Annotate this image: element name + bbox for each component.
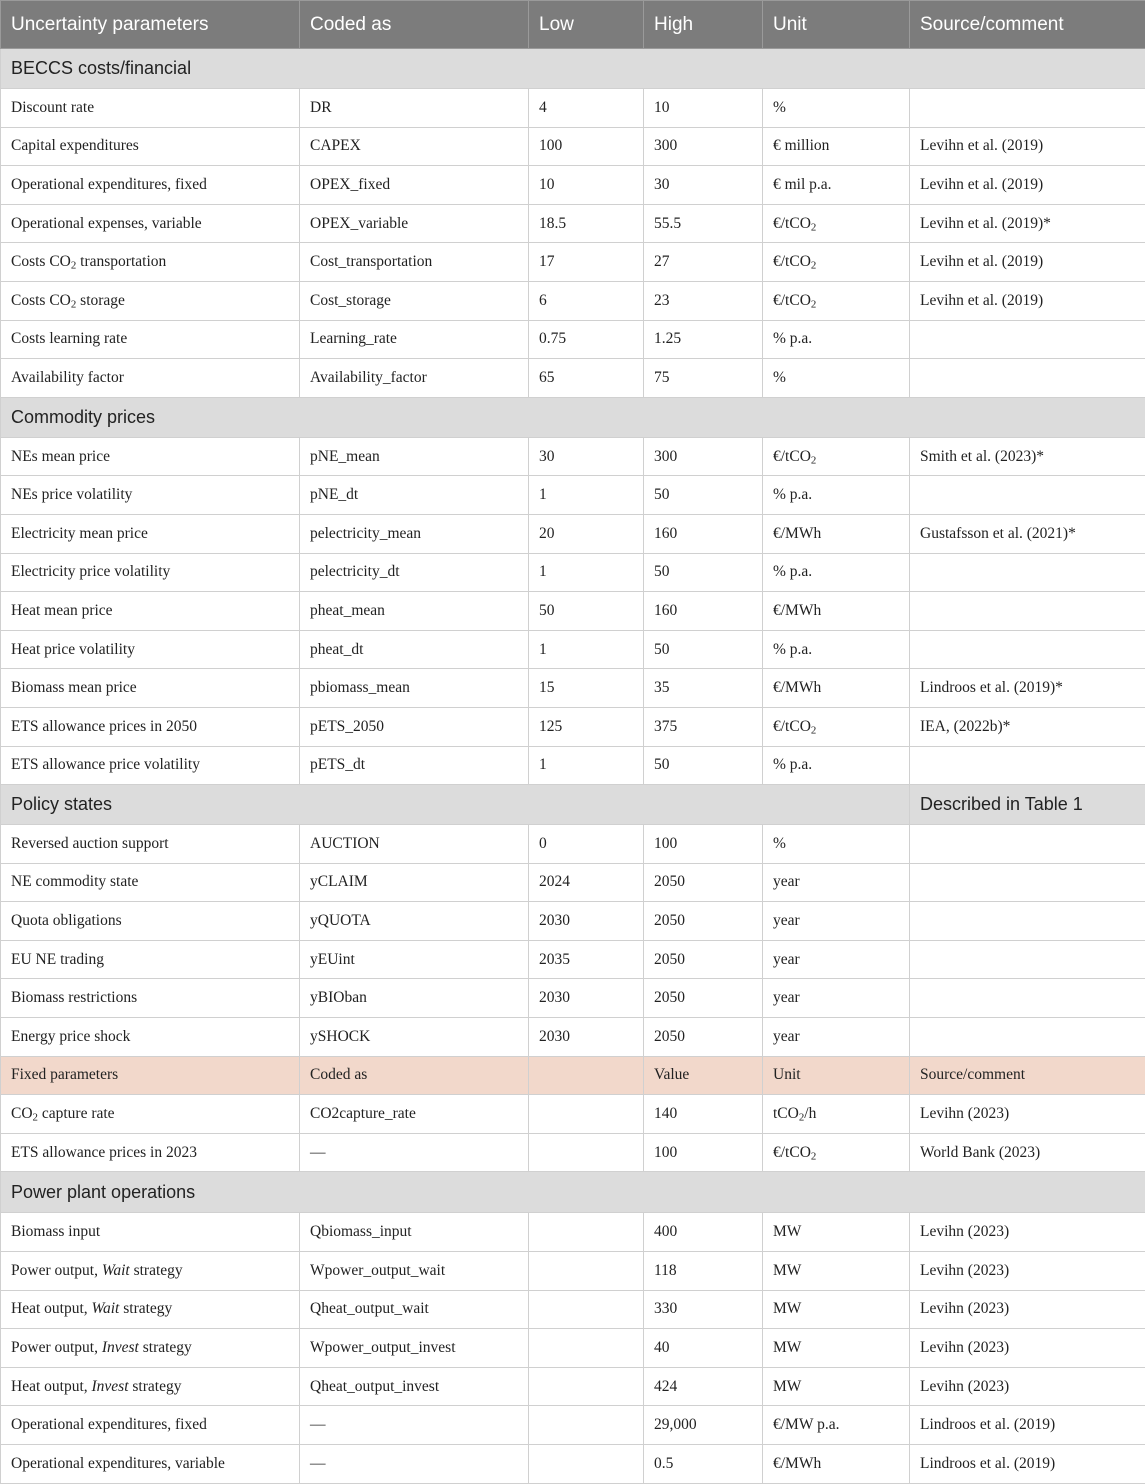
- low-cell: [529, 1133, 644, 1172]
- section-row-commodity: [1, 397, 1145, 437]
- low-cell: [529, 1367, 644, 1406]
- unit-cell: €/MW p.a.: [763, 1406, 910, 1445]
- parameter-cell: ETS allowance prices in 2023: [1, 1133, 300, 1172]
- code-cell: ySHOCK: [300, 1018, 529, 1057]
- code-cell: pelectricity_dt: [300, 553, 529, 592]
- table-row: [1, 1445, 1145, 1484]
- low-cell: 4: [529, 89, 644, 128]
- parameter-cell: Electricity price volatility: [1, 553, 300, 592]
- table-row: [1, 553, 1145, 592]
- low-cell: 2035: [529, 940, 644, 979]
- unit-cell: %: [763, 89, 910, 128]
- fixed-parameters-header-row: [1, 1056, 1145, 1095]
- high-cell: 2050: [644, 940, 763, 979]
- parameter-cell: Electricity mean price: [1, 514, 300, 553]
- parameter-cell: Heat price volatility: [1, 630, 300, 669]
- source-cell: [910, 979, 1145, 1018]
- code-cell: —: [300, 1133, 529, 1172]
- high-cell: 2050: [644, 863, 763, 902]
- unit-cell: year: [763, 940, 910, 979]
- unit-cell: MW: [763, 1290, 910, 1329]
- unit-cell: €/MWh: [763, 592, 910, 631]
- unit-cell-subscript: 2: [811, 221, 816, 233]
- high-cell: 2050: [644, 1018, 763, 1057]
- parameter-cell-text: Heat output,: [11, 1300, 92, 1317]
- header-unit: Unit: [763, 1, 910, 49]
- table-row: [1, 940, 1145, 979]
- source-cell: Levihn et al. (2019): [910, 127, 1145, 166]
- unit-cell: year: [763, 863, 910, 902]
- source-cell: Levihn et al. (2019): [910, 166, 1145, 205]
- parameter-cell-text: Costs CO: [11, 292, 71, 309]
- unit-cell: year: [763, 1018, 910, 1057]
- high-cell: 50: [644, 746, 763, 785]
- source-cell: [910, 553, 1145, 592]
- code-cell: Wpower_output_invest: [300, 1329, 529, 1368]
- source-cell: [910, 592, 1145, 631]
- low-cell: 125: [529, 707, 644, 746]
- parameter-cell: [1, 1290, 300, 1329]
- unit-cell-subscript: 2: [799, 1112, 804, 1124]
- source-cell: [910, 940, 1145, 979]
- code-cell: pNE_mean: [300, 437, 529, 476]
- parameter-cell: Discount rate: [1, 89, 300, 128]
- table-row: [1, 476, 1145, 515]
- table-row: [1, 1213, 1145, 1252]
- low-cell: 65: [529, 359, 644, 398]
- low-cell: 1: [529, 553, 644, 592]
- unit-cell: % p.a.: [763, 476, 910, 515]
- code-cell: AUCTION: [300, 825, 529, 864]
- code-cell: pETS_dt: [300, 746, 529, 785]
- parameter-cell: NEs mean price: [1, 437, 300, 476]
- high-cell: 29,000: [644, 1406, 763, 1445]
- table-row: [1, 127, 1145, 166]
- source-cell: IEA, (2022b)*: [910, 707, 1145, 746]
- unit-cell: % p.a.: [763, 630, 910, 669]
- high-cell: 160: [644, 592, 763, 631]
- code-cell: yBIOban: [300, 979, 529, 1018]
- unit-cell-text: €/tCO: [773, 215, 811, 232]
- unit-cell-subscript: 2: [811, 260, 816, 272]
- code-cell: CAPEX: [300, 127, 529, 166]
- low-cell: [529, 1252, 644, 1291]
- parameter-cell: Biomass restrictions: [1, 979, 300, 1018]
- source-cell: Levihn (2023): [910, 1367, 1145, 1406]
- high-cell: 375: [644, 707, 763, 746]
- parameter-cell: Quota obligations: [1, 902, 300, 941]
- table-row: [1, 281, 1145, 320]
- parameter-cell: [1, 243, 300, 282]
- unit-cell-text: €/tCO: [773, 253, 811, 270]
- low-cell: 0: [529, 825, 644, 864]
- parameter-cell: Biomass mean price: [1, 669, 300, 708]
- low-cell: 20: [529, 514, 644, 553]
- code-cell: yCLAIM: [300, 863, 529, 902]
- parameter-cell-text: Costs CO: [11, 253, 71, 270]
- high-cell: 118: [644, 1252, 763, 1291]
- high-cell: 424: [644, 1367, 763, 1406]
- section-row-power: [1, 1172, 1145, 1213]
- unit-cell: year: [763, 979, 910, 1018]
- table-row: [1, 630, 1145, 669]
- source-cell: Lindroos et al. (2019): [910, 1406, 1145, 1445]
- low-cell: [529, 1445, 644, 1484]
- parameter-cell-text: Power output,: [11, 1262, 102, 1279]
- code-cell: Learning_rate: [300, 320, 529, 359]
- table-row: [1, 437, 1145, 476]
- high-cell: 75: [644, 359, 763, 398]
- unit-cell: [763, 243, 910, 282]
- unit-cell: € million: [763, 127, 910, 166]
- source-cell: [910, 1018, 1145, 1057]
- unit-cell: €/MWh: [763, 514, 910, 553]
- table-row: [1, 1290, 1145, 1329]
- section-title: BECCS costs/financial: [1, 49, 1145, 89]
- high-cell: 55.5: [644, 204, 763, 243]
- low-cell: 15: [529, 669, 644, 708]
- high-cell: 100: [644, 1133, 763, 1172]
- low-cell: 1: [529, 746, 644, 785]
- source-cell: Lindroos et al. (2019)*: [910, 669, 1145, 708]
- table-row: [1, 243, 1145, 282]
- table-row: [1, 514, 1145, 553]
- low-cell: 2030: [529, 979, 644, 1018]
- code-cell: OPEX_variable: [300, 204, 529, 243]
- table-row: [1, 592, 1145, 631]
- high-cell: 30: [644, 166, 763, 205]
- unit-cell: €/MWh: [763, 669, 910, 708]
- unit-cell-text-end: /h: [804, 1105, 816, 1122]
- parameter-cell: ETS allowance price volatility: [1, 746, 300, 785]
- code-cell: pNE_dt: [300, 476, 529, 515]
- parameter-cell: Biomass input: [1, 1213, 300, 1252]
- parameter-cell: ETS allowance prices in 2050: [1, 707, 300, 746]
- source-cell: [910, 746, 1145, 785]
- source-cell: [910, 825, 1145, 864]
- section-row-policy: [1, 785, 1145, 825]
- unit-cell: %: [763, 359, 910, 398]
- table-row: [1, 320, 1145, 359]
- header-parameter: Uncertainty parameters: [1, 1, 300, 49]
- parameter-cell: Capital expenditures: [1, 127, 300, 166]
- section-title: Policy states: [1, 785, 910, 825]
- code-cell: Cost_transportation: [300, 243, 529, 282]
- parameter-cell: NE commodity state: [1, 863, 300, 902]
- source-cell: Levihn (2023): [910, 1290, 1145, 1329]
- section-title: Commodity prices: [1, 397, 1145, 437]
- parameter-cell: Operational expenditures, fixed: [1, 166, 300, 205]
- table-row: [1, 1133, 1145, 1172]
- low-cell: 10: [529, 166, 644, 205]
- parameter-cell: [1, 1252, 300, 1291]
- parameter-cell-text-end: strategy: [119, 1300, 172, 1317]
- table-row: [1, 1329, 1145, 1368]
- table-row: [1, 902, 1145, 941]
- unit-cell: % p.a.: [763, 746, 910, 785]
- fixed-header-coded-as: Coded as: [300, 1056, 529, 1095]
- parameter-cell: Costs learning rate: [1, 320, 300, 359]
- low-cell: 18.5: [529, 204, 644, 243]
- table-row: [1, 1367, 1145, 1406]
- parameter-cell-text-end: capture rate: [38, 1105, 115, 1122]
- parameter-cell: Operational expenses, variable: [1, 204, 300, 243]
- parameter-cell-text: Heat output,: [11, 1378, 92, 1395]
- parameter-cell: EU NE trading: [1, 940, 300, 979]
- table-row: [1, 1018, 1145, 1057]
- table-row: [1, 1252, 1145, 1291]
- header-coded-as: Coded as: [300, 1, 529, 49]
- parameter-cell-emphasis: Wait: [102, 1262, 130, 1279]
- source-cell: [910, 476, 1145, 515]
- parameter-cell-text-end: transportation: [76, 253, 166, 270]
- code-cell: —: [300, 1445, 529, 1484]
- parameter-cell: [1, 1095, 300, 1134]
- code-cell: DR: [300, 89, 529, 128]
- header-low: Low: [529, 1, 644, 49]
- unit-cell-subscript: 2: [811, 454, 816, 466]
- unit-cell: € mil p.a.: [763, 166, 910, 205]
- source-cell: [910, 320, 1145, 359]
- code-cell: Wpower_output_wait: [300, 1252, 529, 1291]
- source-cell: [910, 902, 1145, 941]
- table-row: [1, 669, 1145, 708]
- high-cell: 1.25: [644, 320, 763, 359]
- code-cell: OPEX_fixed: [300, 166, 529, 205]
- table-row: [1, 204, 1145, 243]
- code-cell: —: [300, 1406, 529, 1445]
- fixed-header-source: Source/comment: [910, 1056, 1145, 1095]
- unit-cell: % p.a.: [763, 320, 910, 359]
- table-row: [1, 746, 1145, 785]
- high-cell: 100: [644, 825, 763, 864]
- low-cell: [529, 1213, 644, 1252]
- high-cell: 40: [644, 1329, 763, 1368]
- code-cell: pelectricity_mean: [300, 514, 529, 553]
- low-cell: [529, 1406, 644, 1445]
- table-header-row: [1, 1, 1145, 49]
- header-high: High: [644, 1, 763, 49]
- code-cell: pbiomass_mean: [300, 669, 529, 708]
- parameter-cell: [1, 281, 300, 320]
- parameter-cell: Operational expenditures, variable: [1, 1445, 300, 1484]
- parameter-cell: Availability factor: [1, 359, 300, 398]
- table-row: [1, 89, 1145, 128]
- code-cell: Cost_storage: [300, 281, 529, 320]
- table-row: [1, 359, 1145, 398]
- fixed-header-unit: Unit: [763, 1056, 910, 1095]
- low-cell: [529, 1095, 644, 1134]
- source-cell: Gustafsson et al. (2021)*: [910, 514, 1145, 553]
- code-cell: pETS_2050: [300, 707, 529, 746]
- fixed-header-blank: [529, 1056, 644, 1095]
- high-cell: 400: [644, 1213, 763, 1252]
- high-cell: 300: [644, 437, 763, 476]
- high-cell: 10: [644, 89, 763, 128]
- unit-cell-text: tCO: [773, 1105, 799, 1122]
- parameter-cell-text-end: strategy: [139, 1339, 192, 1356]
- low-cell: 1: [529, 630, 644, 669]
- unit-cell: [763, 1133, 910, 1172]
- low-cell: 2030: [529, 1018, 644, 1057]
- parameter-cell-emphasis: Invest: [102, 1339, 139, 1356]
- parameter-cell: Reversed auction support: [1, 825, 300, 864]
- table-row: [1, 825, 1145, 864]
- low-cell: 6: [529, 281, 644, 320]
- parameter-cell-text-end: storage: [76, 292, 125, 309]
- low-cell: 0.75: [529, 320, 644, 359]
- unit-cell-subscript: 2: [811, 724, 816, 736]
- unit-cell: MW: [763, 1329, 910, 1368]
- unit-cell: [763, 707, 910, 746]
- unit-cell: %: [763, 825, 910, 864]
- code-cell: Availability_factor: [300, 359, 529, 398]
- unit-cell-text: €/tCO: [773, 718, 811, 735]
- parameter-cell-subscript: 2: [71, 260, 76, 272]
- source-cell: [910, 863, 1145, 902]
- low-cell: [529, 1329, 644, 1368]
- code-cell: Qbiomass_input: [300, 1213, 529, 1252]
- parameter-cell: Energy price shock: [1, 1018, 300, 1057]
- high-cell: 50: [644, 630, 763, 669]
- unit-cell-text: €/tCO: [773, 1144, 811, 1161]
- high-cell: 300: [644, 127, 763, 166]
- low-cell: 100: [529, 127, 644, 166]
- high-cell: 50: [644, 553, 763, 592]
- unit-cell-text: €/tCO: [773, 448, 811, 465]
- source-cell: World Bank (2023): [910, 1133, 1145, 1172]
- section-note: Described in Table 1: [910, 785, 1145, 825]
- source-cell: Levihn (2023): [910, 1095, 1145, 1134]
- code-cell: Qheat_output_invest: [300, 1367, 529, 1406]
- low-cell: [529, 1290, 644, 1329]
- header-source: Source/comment: [910, 1, 1145, 49]
- table-body: [1, 49, 1145, 1484]
- code-cell: CO2capture_rate: [300, 1095, 529, 1134]
- parameter-cell: [1, 1367, 300, 1406]
- parameter-cell-text-end: strategy: [130, 1262, 183, 1279]
- high-cell: 330: [644, 1290, 763, 1329]
- source-cell: [910, 630, 1145, 669]
- unit-cell: [763, 1095, 910, 1134]
- unit-cell: [763, 437, 910, 476]
- parameter-cell: [1, 1329, 300, 1368]
- high-cell: 160: [644, 514, 763, 553]
- unit-cell: % p.a.: [763, 553, 910, 592]
- section-title: Power plant operations: [1, 1172, 1145, 1213]
- source-cell: Levihn et al. (2019): [910, 281, 1145, 320]
- table-row: [1, 166, 1145, 205]
- parameter-cell: Heat mean price: [1, 592, 300, 631]
- source-cell: Levihn (2023): [910, 1252, 1145, 1291]
- high-cell: 23: [644, 281, 763, 320]
- source-cell: Lindroos et al. (2019): [910, 1445, 1145, 1484]
- parameter-cell-text-end: strategy: [129, 1378, 182, 1395]
- high-cell: 140: [644, 1095, 763, 1134]
- unit-cell: [763, 204, 910, 243]
- fixed-header-value: Value: [644, 1056, 763, 1095]
- parameter-cell-subscript: 2: [33, 1112, 38, 1124]
- table-row: [1, 863, 1145, 902]
- parameter-cell: NEs price volatility: [1, 476, 300, 515]
- parameter-cell-emphasis: Invest: [92, 1378, 129, 1395]
- high-cell: 2050: [644, 979, 763, 1018]
- parameter-cell-subscript: 2: [71, 298, 76, 310]
- code-cell: pheat_dt: [300, 630, 529, 669]
- low-cell: 2024: [529, 863, 644, 902]
- unit-cell-text: €/tCO: [773, 292, 811, 309]
- low-cell: 50: [529, 592, 644, 631]
- source-cell: Levihn et al. (2019): [910, 243, 1145, 282]
- high-cell: 50: [644, 476, 763, 515]
- low-cell: 30: [529, 437, 644, 476]
- source-cell: Smith et al. (2023)*: [910, 437, 1145, 476]
- table-row: [1, 1406, 1145, 1445]
- high-cell: 35: [644, 669, 763, 708]
- code-cell: Qheat_output_wait: [300, 1290, 529, 1329]
- source-cell: Levihn (2023): [910, 1329, 1145, 1368]
- low-cell: 1: [529, 476, 644, 515]
- fixed-header-parameter: Fixed parameters: [1, 1056, 300, 1095]
- code-cell: pheat_mean: [300, 592, 529, 631]
- low-cell: 17: [529, 243, 644, 282]
- code-cell: yQUOTA: [300, 902, 529, 941]
- source-cell: Levihn et al. (2019)*: [910, 204, 1145, 243]
- parameter-cell-text: Power output,: [11, 1339, 102, 1356]
- source-cell: [910, 89, 1145, 128]
- high-cell: 0.5: [644, 1445, 763, 1484]
- unit-cell: MW: [763, 1252, 910, 1291]
- source-cell: [910, 359, 1145, 398]
- high-cell: 27: [644, 243, 763, 282]
- unit-cell: €/MWh: [763, 1445, 910, 1484]
- parameter-cell-text: CO: [11, 1105, 33, 1122]
- source-cell: Levihn (2023): [910, 1213, 1145, 1252]
- table-row: [1, 1095, 1145, 1134]
- parameter-cell-emphasis: Wait: [92, 1300, 120, 1317]
- unit-cell: [763, 281, 910, 320]
- unit-cell: year: [763, 902, 910, 941]
- code-cell: yEUint: [300, 940, 529, 979]
- unit-cell-subscript: 2: [811, 298, 816, 310]
- table-row: [1, 707, 1145, 746]
- parameter-cell: Operational expenditures, fixed: [1, 1406, 300, 1445]
- section-row-beccs: [1, 49, 1145, 89]
- table-row: [1, 979, 1145, 1018]
- low-cell: 2030: [529, 902, 644, 941]
- high-cell: 2050: [644, 902, 763, 941]
- unit-cell-subscript: 2: [811, 1150, 816, 1162]
- unit-cell: MW: [763, 1213, 910, 1252]
- unit-cell: MW: [763, 1367, 910, 1406]
